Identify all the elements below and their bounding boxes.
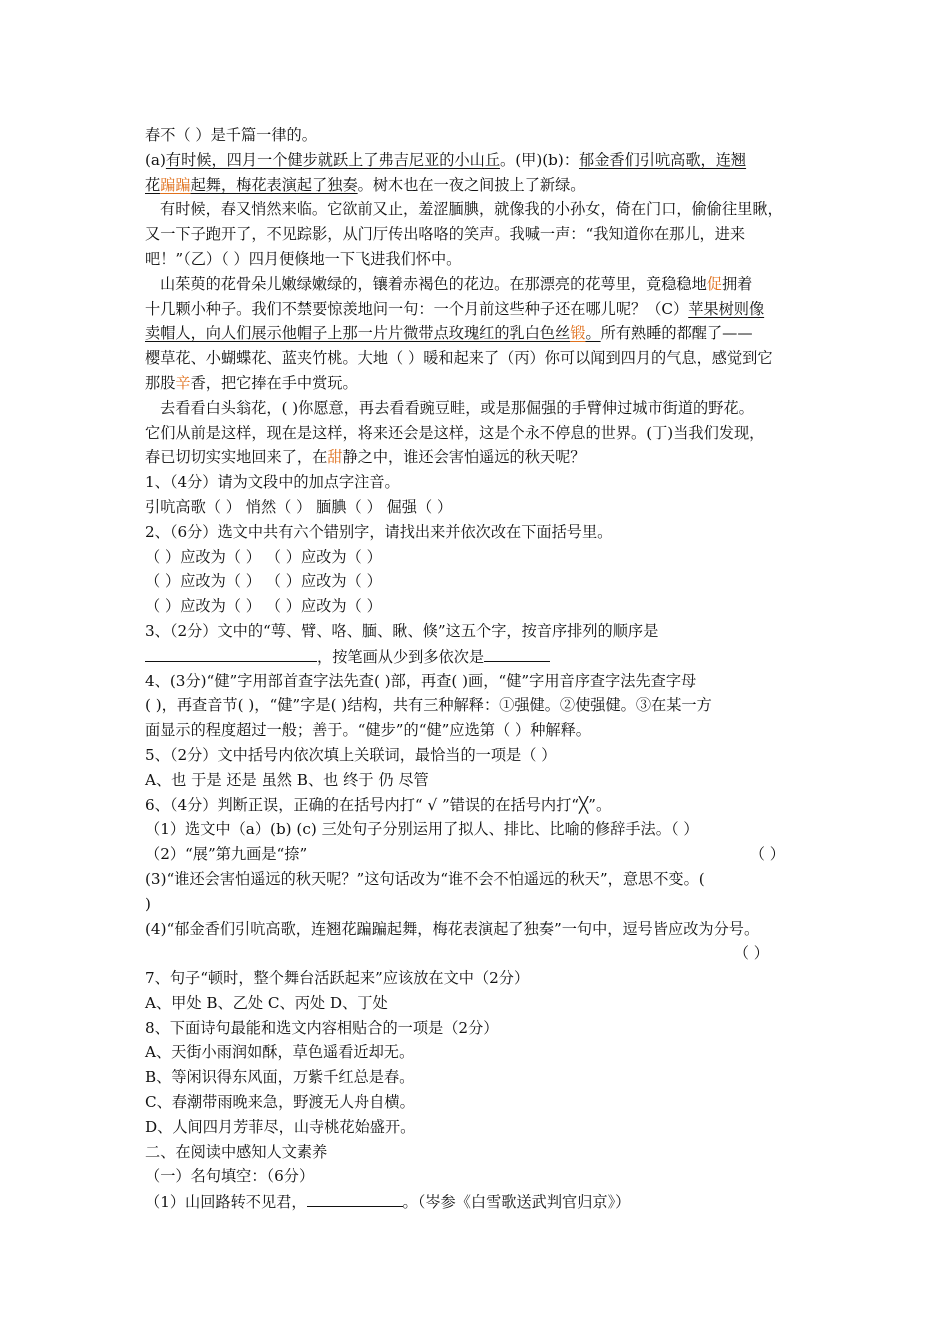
answer-bracket: （ ）	[749, 845, 785, 864]
passage-line: 又一下子跑开了，不见踪影，从门厅传出咯咯的笑声。我喊一声：“我知道你在那儿，进来	[145, 225, 746, 244]
subsection-title: （一）名句填空：（6分）	[145, 1167, 315, 1186]
question-text: ( )，再查音节( )，“健”字是( )结构，共有三种解释：①强健。②使强健。③在某一方	[145, 696, 712, 715]
correction-row: （ ）应改为（ ） （ ）应改为（ ）	[145, 572, 382, 591]
section-title: 二、在阅读中感知人文素养	[145, 1142, 328, 1161]
question-title: 1、（4分）请为文段中的加点字注音。	[145, 473, 400, 492]
highlighted-word: 辛	[175, 373, 191, 392]
underlined-sentence-c: 。	[585, 324, 601, 343]
question-title: 8、下面诗句最能和选文内容相贴合的一项是（2分）	[145, 1018, 499, 1037]
answer-blank	[307, 1189, 403, 1207]
passage-text: (a)	[145, 150, 166, 169]
question-title: 3、（2分）文中的“萼、臂、咯、腼、瞅、倏”这五个字，按音序排列的顺序是	[145, 621, 659, 640]
pinyin-answer-line: 引吭高歌（ ） 悄然（ ） 腼腆（ ） 倔强（ ）	[145, 497, 453, 516]
question-text: （1）山回路转不见君，	[145, 1193, 307, 1212]
underlined-sentence-b: 花	[145, 175, 161, 194]
passage-line	[145, 297, 825, 322]
highlighted-word: 甜	[327, 448, 343, 467]
correction-row: （ ）应改为（ ） （ ）应改为（ ）	[145, 597, 382, 616]
options-line: A、甲处 B、乙处 C、丙处 D、丁处	[145, 993, 388, 1012]
correction-row: （ ）应改为（ ） （ ）应改为（ ）	[145, 547, 382, 566]
passage-line	[145, 321, 825, 346]
passage-line	[145, 148, 825, 173]
passage-text: 。(甲)(b)：	[500, 150, 580, 169]
passage-line: 去看看白头翁花，( )你愿意，再去看看豌豆畦，或是那倔强的手臂伸过城市街道的野花。	[160, 398, 754, 417]
passage-line: 吧！”（乙）（ ）四月便倏地一下飞进我们怀中。	[145, 249, 462, 268]
answer-bracket: （ ）	[733, 944, 769, 963]
question-title: 7、句子“顿时，整个舞台活跃起来”应该放在文中（2分）	[145, 969, 530, 988]
passage-line: 它们从前是这样，现在是这样，将来还会是这样，这是个永不停息的世界。(丁)当我们发现，	[145, 423, 765, 442]
option-b: B、等闲识得东风面，万紫千红总是春。	[145, 1068, 415, 1087]
passage-text: 静之中，谁还会害怕遥远的秋天呢？	[342, 448, 586, 467]
underlined-sentence-b: 起舞，梅花表演起了独奏	[190, 175, 358, 194]
passage-text: 。树木也在一夜之间披上了新绿。	[357, 175, 586, 194]
passage-line	[145, 173, 825, 198]
judgement-item: （1）选文中（a）(b) (c) 三处句子分别运用了拟人、排比、比喻的修辞手法。（ ）	[145, 820, 699, 839]
question-title: 5、（2分）文中括号内依次填上关联词，最恰当的一项是（ ）	[145, 745, 557, 764]
question-title: 2、（6分）选文中共有六个错别字，请找出来并依次改在下面括号里。	[145, 522, 613, 541]
passage-text: 山茱萸的花骨朵儿嫩绿嫩绿的，镶着赤褐色的花边。在那漂亮的花萼里，竟稳稳地	[160, 274, 707, 293]
highlighted-word: 锻	[570, 324, 586, 343]
highlighted-word: 促	[706, 274, 722, 293]
judgement-item: (4)“郁金香们引吭高歌，连翘花蹁蹁起舞，梅花表演起了独奏”一句中，逗号皆应改为分号。	[145, 919, 760, 938]
question-text: （2）“展”第九画是“捺”	[145, 845, 308, 864]
option-c: C、春潮带雨晚来急，野渡无人舟自横。	[145, 1093, 415, 1112]
passage-line: 樱草花、小蝴蝶花、蓝夹竹桃。大地（ ）暖和起来了（丙）你可以闻到四月的气息，感觉到它	[145, 349, 773, 368]
question-title: 6、（4分）判断正误，正确的在括号内打“ √ ”错误的在括号内打“╳”。	[145, 795, 612, 814]
option-a: A、天街小雨润如酥，草色遥看近却无。	[145, 1043, 415, 1062]
option-d: D、人间四月芳菲尽，山寺桃花始盛开。	[145, 1117, 416, 1136]
underlined-sentence-a: 有时候，四月一个健步就跃上了弗吉尼亚的小山丘	[165, 150, 501, 169]
passage-text: 香，把它捧在手中赏玩。	[190, 373, 358, 392]
passage-text: 十几颗小种子。我们不禁要惊羡地问一句：一个月前这些种子还在哪儿呢？（C）	[145, 299, 689, 318]
passage-text: 春已切切实实地回来了，在	[145, 448, 328, 467]
passage-text: 拥着	[721, 274, 753, 293]
question-text: 。（岑参《白雪歌送武判官归京》）	[402, 1193, 631, 1212]
question-text: 面显示的程度超过一般；善于。“健步”的“健”应选第（ ）种解释。	[145, 721, 591, 740]
passage-line	[145, 371, 825, 396]
judgement-item: )	[145, 894, 151, 913]
answer-blank	[145, 644, 317, 662]
judgement-item	[145, 842, 825, 867]
options-line: A、也 于是 还是 虽然 B、也 终于 仍 尽管	[145, 770, 429, 789]
passage-line	[145, 272, 825, 297]
fill-item	[145, 1189, 825, 1214]
question-text: ，按笔画从少到多依次是	[317, 647, 485, 666]
passage-line: 春不（ ）是千篇一律的。	[145, 126, 317, 144]
highlighted-word: 蹁蹁	[160, 175, 191, 194]
passage-line	[145, 445, 825, 470]
underlined-sentence-c: 卖帽人，向人们展示他帽子上那一片片微带点玫瑰红的乳白色丝	[145, 324, 571, 343]
question-text: 4、(3分)“健”字用部首查字法先查( )部，再查( )画，“健”字用音序查字法先查字母	[145, 671, 697, 690]
answer-line	[145, 644, 825, 669]
answer-blank	[484, 644, 550, 662]
passage-text: 所有熟睡的都醒了——	[600, 324, 753, 343]
exam-page	[145, 123, 825, 1214]
passage-text: 那股	[145, 373, 176, 392]
underlined-sentence-c: 苹果树则像	[688, 299, 765, 318]
underlined-sentence-b: 郁金香们引吭高歌，连翘	[579, 150, 747, 169]
judgement-item: (3)“谁还会害怕遥远的秋天呢？”这句话改为“谁不会不怕遥远的秋天”，意思不变。(	[145, 869, 705, 888]
passage-line: 有时候，春又悄然来临。它欲前又止，羞涩腼腆，就像我的小孙女，倚在门口，偷偷往里瞅，	[160, 200, 783, 219]
